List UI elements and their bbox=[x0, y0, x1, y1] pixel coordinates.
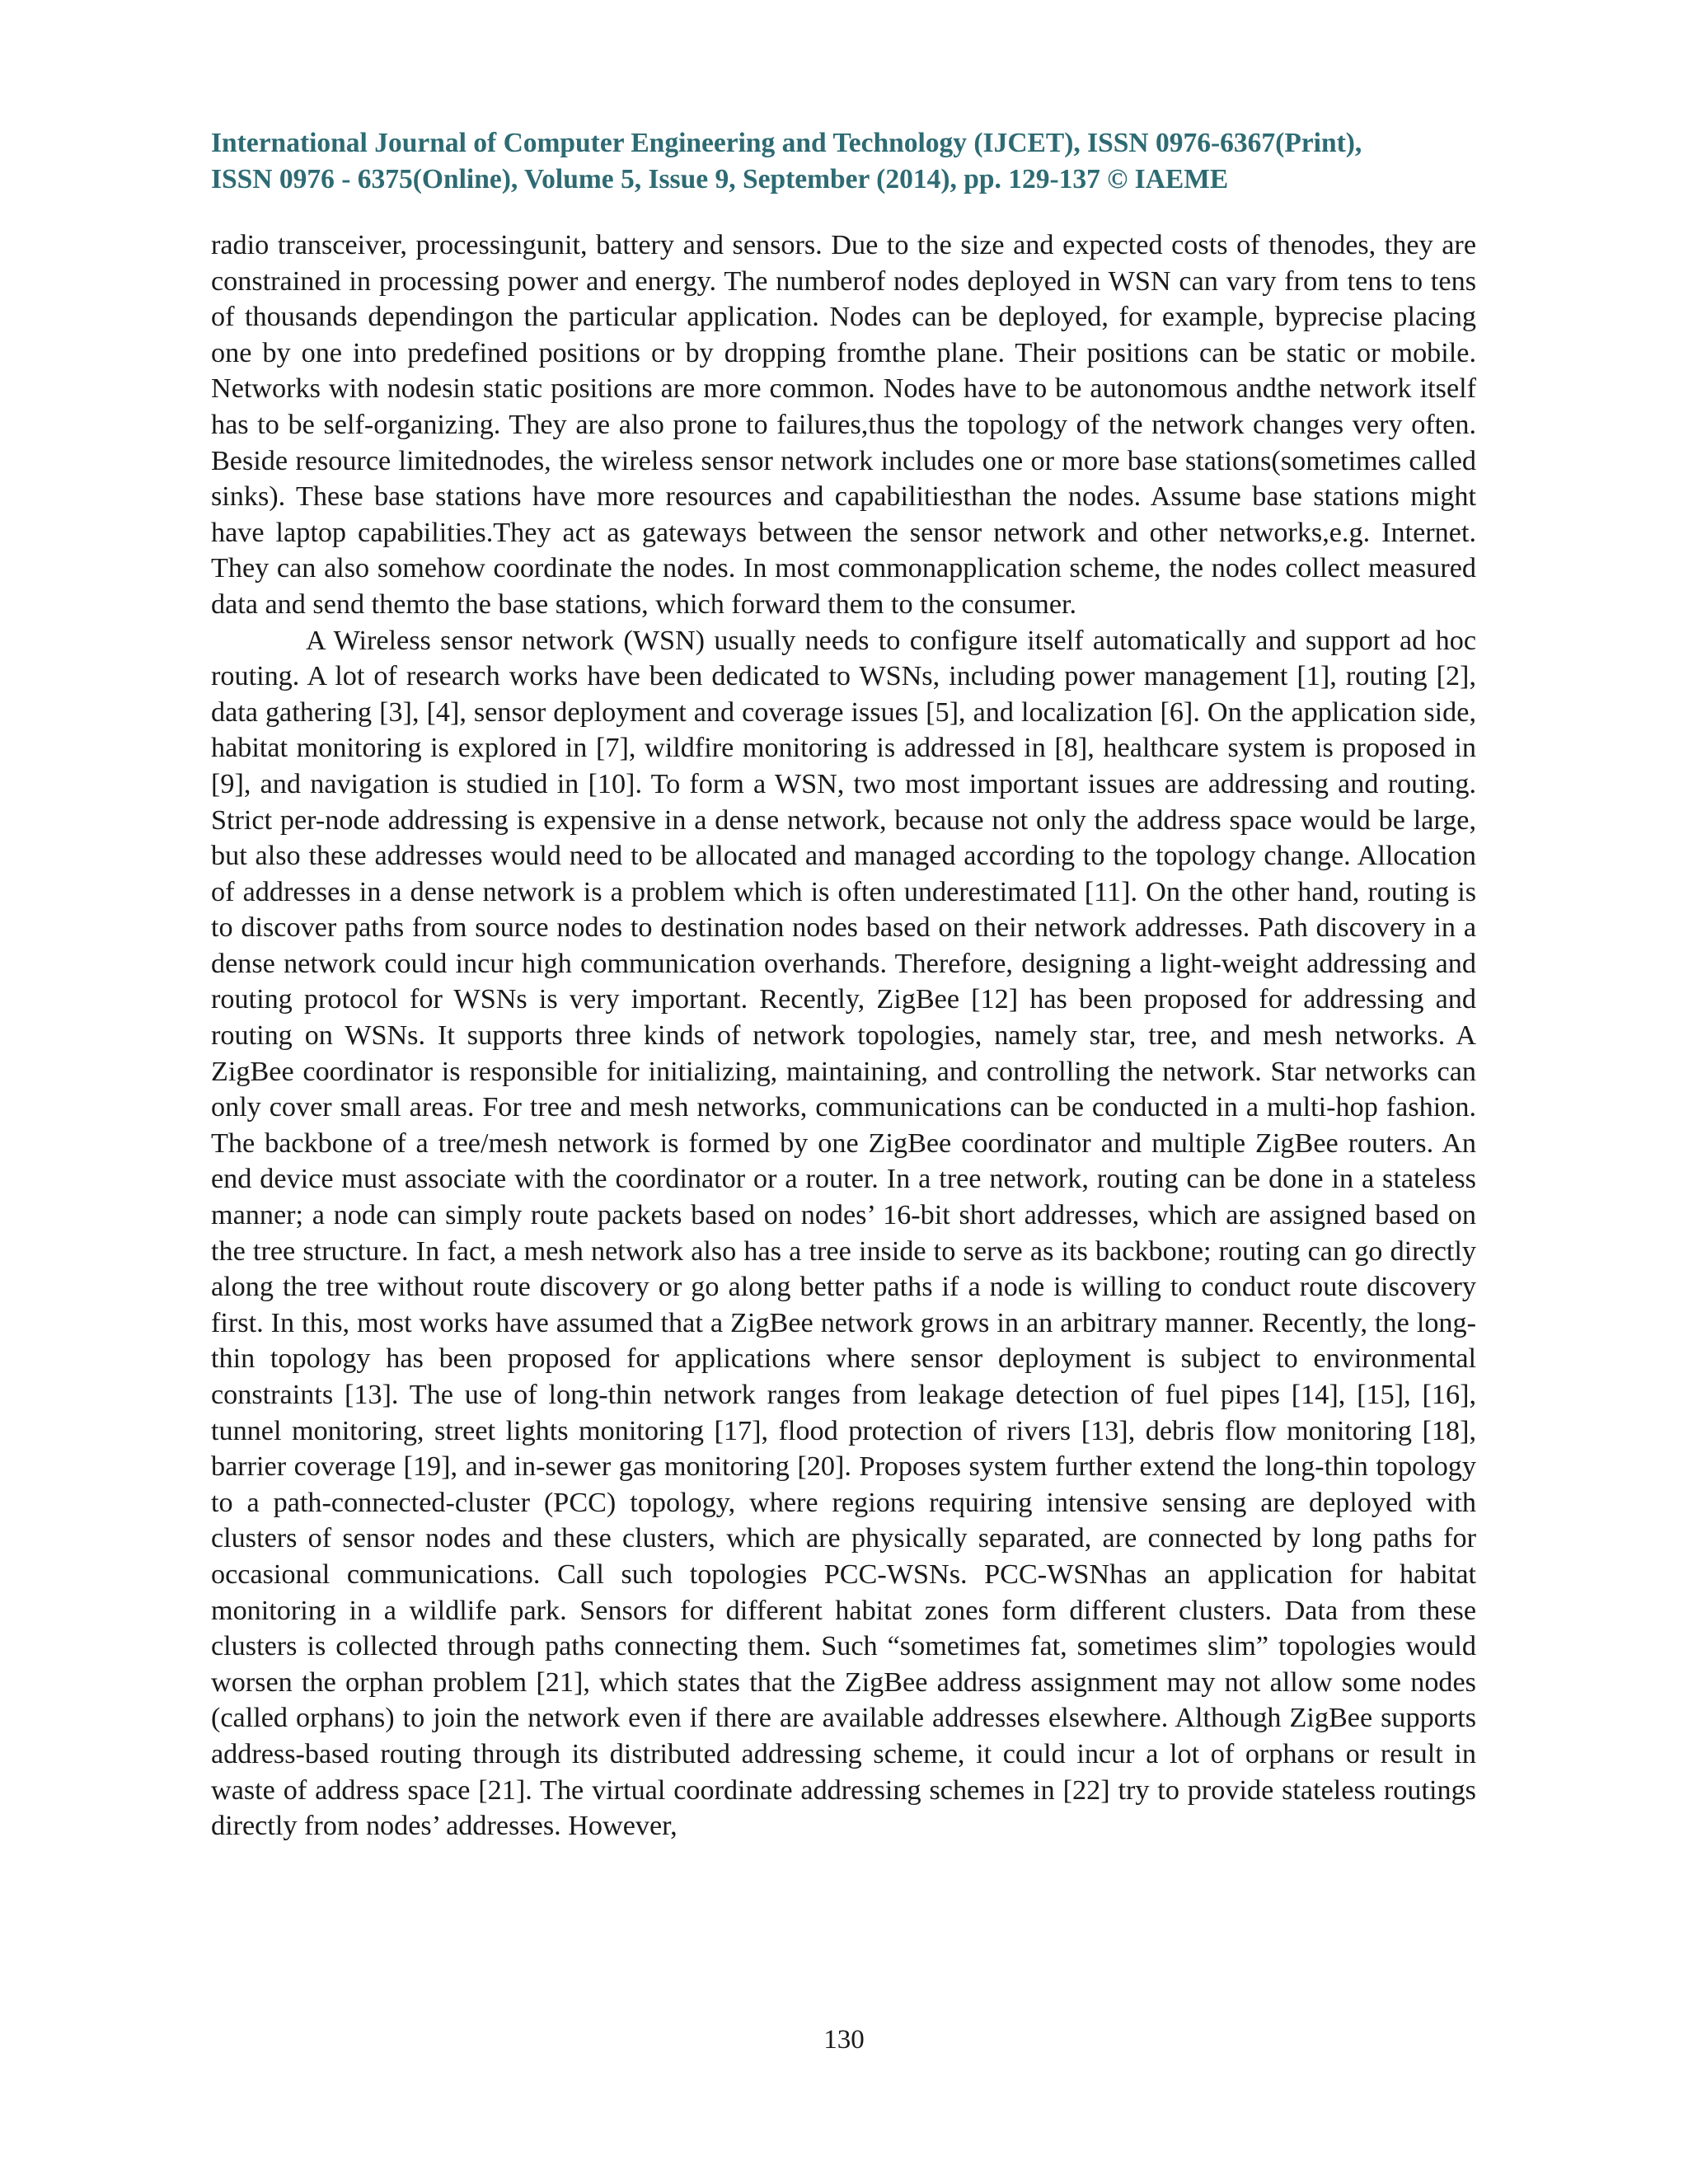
page-number: 130 bbox=[823, 2025, 865, 2055]
journal-header bbox=[211, 125, 1477, 198]
paragraph-1: radio transceiver, processingunit, battery and sensors. Due to the size and expected costs of thenodes, they are constrained in processing power and energy. The numberof nodes deployed in WSN can vary from tens to tens of thousands dependingon the particular application. Nodes can be deployed, for example, byprecise placing one by one into predefined positions or by dropping fromthe plane. Their positions can be static or mobile. Networks with nodesin static positions are more common. Nodes have to be autonomous andthe network itself has to be self-organizing. They are also prone to failures,thus the topology of the network changes very often. Beside resource limitednodes, the wireless sensor network includes one or more base stations(sometimes called sinks). These base stations have more resources and capabilitiesthan the nodes. Assume base stations might have laptop capabilities.They act as gateways between the sensor network and other networks,e.g. Internet. They can also somehow coordinate the nodes. In most commonapplication scheme, the nodes collect measured data and send themto the base stations, which forward them to the consumer. bbox=[211, 230, 1476, 620]
paragraph-2: A Wireless sensor network (WSN) usually needs to configure itself automatically and support ad hoc routing. A lot of research works have been dedicated to WSNs, including power management [1], routing [2], data gathering [3], [4], sensor deployment and coverage issues [5], and localization [6]. On the application side, habitat monitoring is explored in [7], wildfire monitoring is addressed in [8], healthcare system is proposed in [9], and navigation is studied in [10]. To form a WSN, two most important issues are addressing and routing. Strict per-node addressing is expensive in a dense network, because not only the address space would be large, but also these addresses would need to be allocated and managed according to the topology change. Allocation of addresses in a dense network is a problem which is often underestimated [11]. On the other hand, routing is to discover paths from source nodes to destination nodes based on their network addresses. Path discovery in a dense network could incur high communication overhands. Therefore, designing a light-weight addressing and routing protocol for WSNs is very important. Recently, ZigBee [12] has been proposed for addressing and routing on WSNs. It supports three kinds of network topologies, namely star, tree, and mesh networks. A ZigBee coordinator is responsible for initializing, maintaining, and controlling the network. Star networks can only cover small areas. For tree and mesh networks, communications can be conducted in a multi-hop fashion. The backbone of a tree/mesh network is formed by one ZigBee coordinator and multiple ZigBee routers. An end device must associate with the coordinator or a router. In a tree network, routing can be done in a stateless manner; a node can simply route packets based on nodes’ 16-bit short addresses, which are assigned based on the tree structure. In fact, a mesh network also has a tree inside to serve as its backbone; routing can go directly along the tree without route discovery or go along better paths if a node is willing to conduct route discovery first. In this, most works have assumed that a ZigBee network grows in an arbitrary manner. Recently, the long-thin topology has been proposed for applications where sensor deployment is subject to environmental constraints [13]. The use of long-thin network ranges from leakage detection of fuel pipes [14], [15], [16], tunnel monitoring, street lights monitoring [17], flood protection of rivers [13], debris flow monitoring [18], barrier coverage [19], and in-sewer gas monitoring [20]. Proposes system further extend the long-thin topology to a path-connected-cluster (PCC) topology, where regions requiring intensive sensing are deployed with clusters of sensor nodes and these clusters, which are physically separated, are connected by long paths for occasional communications. Call such topologies PCC-WSNs. PCC-WSNhas an application for habitat monitoring in a wildlife park. Sensors for different habitat zones form different clusters. Data from these clusters is collected through paths connecting them. Such “sometimes fat, sometimes slim” topologies would worsen the orphan problem [21], which states that the ZigBee address assignment may not allow some nodes (called orphans) to join the network even if there are available addresses elsewhere. Although ZigBee supports address-based routing through its distributed addressing scheme, it could incur a lot of orphans or result in waste of address space [21]. The virtual coordinate addressing schemes in [22] try to provide stateless routings directly from nodes’ addresses. However, bbox=[211, 625, 1476, 1842]
journal-header-line-2: ISSN 0976 - 6375(Online), Volume 5, Issue 9, September (2014), pp. 129-137 © IAEME bbox=[211, 164, 1229, 194]
body-text bbox=[211, 227, 1476, 1844]
journal-header-line-1: International Journal of Computer Engineering and Technology (IJCET), ISSN 0976-6367(Print), bbox=[211, 128, 1362, 158]
